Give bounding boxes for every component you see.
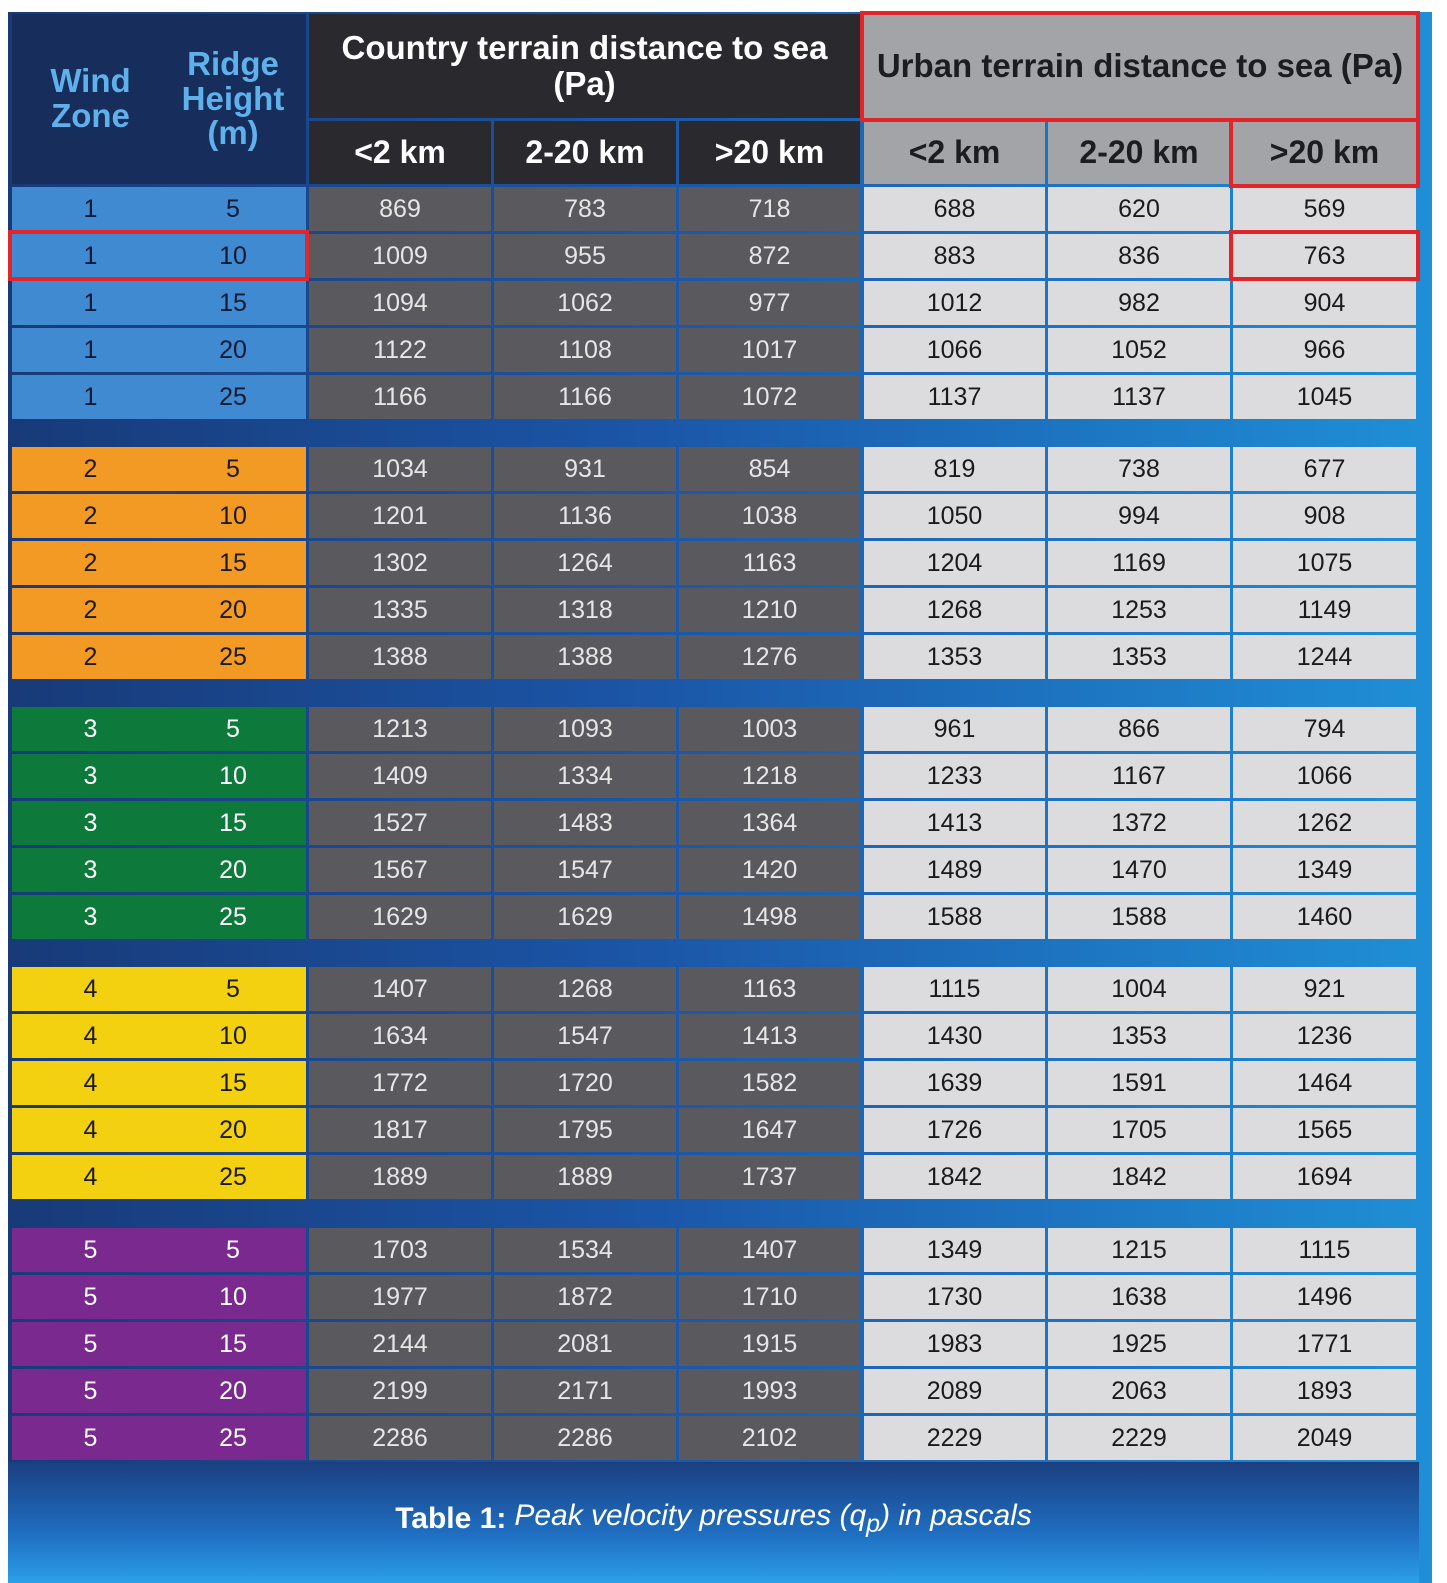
country-pressure-cell: 1889 — [494, 1155, 676, 1199]
wind-zone-cell: 1 — [12, 281, 169, 325]
urban-pressure-cell: 982 — [1048, 281, 1230, 325]
header-country-terrain: Country terrain distance to sea (Pa) — [309, 14, 860, 118]
country-pressure-cell: 718 — [679, 187, 860, 231]
country-pressure-cell: 1534 — [494, 1228, 676, 1272]
urban-pressure-cell: 2089 — [864, 1369, 1045, 1413]
header-country-distance: 2-20 km — [494, 121, 676, 184]
urban-pressure-cell: 1489 — [864, 848, 1045, 892]
header-urban-distance: >20 km — [1233, 121, 1416, 184]
country-pressure-cell: 1108 — [494, 328, 676, 372]
country-pressure-cell: 1413 — [679, 1014, 860, 1058]
country-pressure-cell: 1634 — [309, 1014, 491, 1058]
country-pressure-cell: 1498 — [679, 895, 860, 939]
urban-pressure-cell: 1460 — [1233, 895, 1416, 939]
urban-pressure-cell: 1233 — [864, 754, 1045, 798]
urban-pressure-cell: 1353 — [1048, 635, 1230, 679]
country-pressure-cell: 1318 — [494, 588, 676, 632]
ridge-height-cell: 25 — [160, 375, 306, 419]
header-urban-distance: 2-20 km — [1048, 121, 1230, 184]
urban-pressure-cell: 1012 — [864, 281, 1045, 325]
country-pressure-cell: 1483 — [494, 801, 676, 845]
urban-pressure-cell: 1204 — [864, 541, 1045, 585]
country-pressure-cell: 1062 — [494, 281, 676, 325]
urban-pressure-cell: 1639 — [864, 1061, 1045, 1105]
caption-text-before: Peak velocity pressures (q — [514, 1499, 867, 1532]
wind-zone-cell: 3 — [12, 895, 169, 939]
country-pressure-cell: 1334 — [494, 754, 676, 798]
urban-pressure-cell: 1565 — [1233, 1108, 1416, 1152]
wind-zone-cell: 4 — [12, 967, 169, 1011]
urban-pressure-cell: 1893 — [1233, 1369, 1416, 1413]
wind-zone-cell: 2 — [12, 494, 169, 538]
urban-pressure-cell: 1771 — [1233, 1322, 1416, 1366]
caption-label: Table 1: — [395, 1502, 507, 1535]
urban-pressure-cell: 1004 — [1048, 967, 1230, 1011]
country-pressure-cell: 1977 — [309, 1275, 491, 1319]
header-ridge-height: Ridge Height (m) — [160, 14, 306, 184]
country-pressure-cell: 1407 — [309, 967, 491, 1011]
country-pressure-cell: 1993 — [679, 1369, 860, 1413]
ridge-height-cell: 10 — [160, 1014, 306, 1058]
country-pressure-cell: 1268 — [494, 967, 676, 1011]
urban-pressure-cell: 1353 — [1048, 1014, 1230, 1058]
urban-pressure-cell: 1349 — [1233, 848, 1416, 892]
urban-pressure-cell: 836 — [1048, 234, 1230, 278]
urban-pressure-cell: 738 — [1048, 447, 1230, 491]
country-pressure-cell: 1163 — [679, 541, 860, 585]
urban-pressure-cell: 1705 — [1048, 1108, 1230, 1152]
wind-zone-cell: 3 — [12, 707, 169, 751]
caption-text-after: ) in pascals — [880, 1499, 1032, 1532]
country-pressure-cell: 1210 — [679, 588, 860, 632]
country-pressure-cell: 2286 — [309, 1416, 491, 1460]
country-pressure-cell: 1547 — [494, 1014, 676, 1058]
country-pressure-cell: 1420 — [679, 848, 860, 892]
country-pressure-cell: 1201 — [309, 494, 491, 538]
ridge-height-cell: 10 — [160, 754, 306, 798]
country-pressure-cell: 1772 — [309, 1061, 491, 1105]
country-pressure-cell: 1335 — [309, 588, 491, 632]
urban-pressure-cell: 1045 — [1233, 375, 1416, 419]
urban-pressure-cell: 620 — [1048, 187, 1230, 231]
urban-pressure-cell: 1983 — [864, 1322, 1045, 1366]
country-pressure-cell: 1409 — [309, 754, 491, 798]
ridge-height-cell: 5 — [160, 967, 306, 1011]
country-pressure-cell: 872 — [679, 234, 860, 278]
country-pressure-cell: 854 — [679, 447, 860, 491]
country-pressure-cell: 1527 — [309, 801, 491, 845]
urban-pressure-cell: 1591 — [1048, 1061, 1230, 1105]
urban-pressure-cell: 1244 — [1233, 635, 1416, 679]
urban-pressure-cell: 1215 — [1048, 1228, 1230, 1272]
country-pressure-cell: 1629 — [309, 895, 491, 939]
urban-pressure-cell: 904 — [1233, 281, 1416, 325]
country-pressure-cell: 1136 — [494, 494, 676, 538]
country-pressure-cell: 1703 — [309, 1228, 491, 1272]
urban-pressure-cell: 1236 — [1233, 1014, 1416, 1058]
urban-pressure-cell: 1137 — [1048, 375, 1230, 419]
ridge-height-cell: 5 — [160, 187, 306, 231]
urban-pressure-cell: 763 — [1233, 234, 1416, 278]
country-pressure-cell: 1122 — [309, 328, 491, 372]
urban-pressure-cell: 1115 — [1233, 1228, 1416, 1272]
country-pressure-cell: 1388 — [309, 635, 491, 679]
country-pressure-cell: 1166 — [309, 375, 491, 419]
country-pressure-cell: 931 — [494, 447, 676, 491]
country-pressure-cell: 1889 — [309, 1155, 491, 1199]
urban-pressure-cell: 1137 — [864, 375, 1045, 419]
country-pressure-cell: 1817 — [309, 1108, 491, 1152]
urban-pressure-cell: 1349 — [864, 1228, 1045, 1272]
header-urban-distance: <2 km — [864, 121, 1045, 184]
header-country-distance: <2 km — [309, 121, 491, 184]
country-pressure-cell: 1009 — [309, 234, 491, 278]
ridge-height-cell: 25 — [160, 1416, 306, 1460]
ridge-height-cell: 20 — [160, 588, 306, 632]
urban-pressure-cell: 1066 — [1233, 754, 1416, 798]
country-pressure-cell: 1647 — [679, 1108, 860, 1152]
ridge-height-cell: 25 — [160, 895, 306, 939]
country-pressure-cell: 783 — [494, 187, 676, 231]
country-pressure-cell: 2144 — [309, 1322, 491, 1366]
urban-pressure-cell: 961 — [864, 707, 1045, 751]
urban-pressure-cell: 1694 — [1233, 1155, 1416, 1199]
header-urban-terrain: Urban terrain distance to sea (Pa) — [864, 14, 1416, 118]
urban-pressure-cell: 819 — [864, 447, 1045, 491]
wind-zone-cell: 4 — [12, 1061, 169, 1105]
country-pressure-cell: 1720 — [494, 1061, 676, 1105]
country-pressure-cell: 1276 — [679, 635, 860, 679]
ridge-height-cell: 20 — [160, 1369, 306, 1413]
table-caption — [0, 1497, 1427, 1541]
urban-pressure-cell: 866 — [1048, 707, 1230, 751]
country-pressure-cell: 1364 — [679, 801, 860, 845]
wind-zone-cell: 5 — [12, 1228, 169, 1272]
urban-pressure-cell: 1464 — [1233, 1061, 1416, 1105]
urban-pressure-cell: 1167 — [1048, 754, 1230, 798]
urban-pressure-cell: 1066 — [864, 328, 1045, 372]
country-pressure-cell: 1567 — [309, 848, 491, 892]
wind-zone-cell: 5 — [12, 1275, 169, 1319]
wind-zone-cell: 3 — [12, 848, 169, 892]
urban-pressure-cell: 1842 — [1048, 1155, 1230, 1199]
country-pressure-cell: 1038 — [679, 494, 860, 538]
country-pressure-cell: 1264 — [494, 541, 676, 585]
wind-zone-cell: 4 — [12, 1155, 169, 1199]
wind-zone-cell: 1 — [12, 234, 169, 278]
country-pressure-cell: 1388 — [494, 635, 676, 679]
ridge-height-cell: 5 — [160, 707, 306, 751]
urban-pressure-cell: 1588 — [864, 895, 1045, 939]
country-pressure-cell: 1093 — [494, 707, 676, 751]
urban-pressure-cell: 883 — [864, 234, 1045, 278]
urban-pressure-cell: 1413 — [864, 801, 1045, 845]
ridge-height-cell: 20 — [160, 328, 306, 372]
urban-pressure-cell: 569 — [1233, 187, 1416, 231]
wind-zone-cell: 3 — [12, 801, 169, 845]
country-pressure-cell: 1163 — [679, 967, 860, 1011]
urban-pressure-cell: 1075 — [1233, 541, 1416, 585]
urban-pressure-cell: 688 — [864, 187, 1045, 231]
urban-pressure-cell: 2049 — [1233, 1416, 1416, 1460]
urban-pressure-cell: 1925 — [1048, 1322, 1230, 1366]
country-pressure-cell: 1872 — [494, 1275, 676, 1319]
wind-zone-cell: 5 — [12, 1416, 169, 1460]
ridge-height-cell: 5 — [160, 447, 306, 491]
wind-zone-cell: 5 — [12, 1369, 169, 1413]
urban-pressure-cell: 1262 — [1233, 801, 1416, 845]
urban-pressure-cell: 1268 — [864, 588, 1045, 632]
wind-zone-cell: 2 — [12, 447, 169, 491]
ridge-height-cell: 20 — [160, 848, 306, 892]
urban-pressure-cell: 2229 — [864, 1416, 1045, 1460]
urban-pressure-cell: 994 — [1048, 494, 1230, 538]
ridge-height-cell: 25 — [160, 1155, 306, 1199]
country-pressure-cell: 2102 — [679, 1416, 860, 1460]
wind-zone-cell: 5 — [12, 1322, 169, 1366]
urban-pressure-cell: 1470 — [1048, 848, 1230, 892]
urban-pressure-cell: 1253 — [1048, 588, 1230, 632]
urban-pressure-cell: 1588 — [1048, 895, 1230, 939]
urban-pressure-cell: 1842 — [864, 1155, 1045, 1199]
urban-pressure-cell: 2229 — [1048, 1416, 1230, 1460]
wind-zone-cell: 2 — [12, 541, 169, 585]
country-pressure-cell: 1003 — [679, 707, 860, 751]
urban-pressure-cell: 1050 — [864, 494, 1045, 538]
urban-pressure-cell: 677 — [1233, 447, 1416, 491]
urban-pressure-cell: 1726 — [864, 1108, 1045, 1152]
ridge-height-cell: 15 — [160, 1061, 306, 1105]
urban-pressure-cell: 1115 — [864, 967, 1045, 1011]
country-pressure-cell: 955 — [494, 234, 676, 278]
urban-pressure-cell: 1496 — [1233, 1275, 1416, 1319]
country-pressure-cell: 1915 — [679, 1322, 860, 1366]
country-pressure-cell: 2286 — [494, 1416, 676, 1460]
header-country-distance: >20 km — [679, 121, 860, 184]
urban-pressure-cell: 1353 — [864, 635, 1045, 679]
urban-pressure-cell: 1430 — [864, 1014, 1045, 1058]
country-pressure-cell: 2199 — [309, 1369, 491, 1413]
wind-zone-cell: 2 — [12, 635, 169, 679]
urban-pressure-cell: 2063 — [1048, 1369, 1230, 1413]
urban-pressure-cell: 1169 — [1048, 541, 1230, 585]
country-pressure-cell: 977 — [679, 281, 860, 325]
country-pressure-cell: 1302 — [309, 541, 491, 585]
country-pressure-cell: 1629 — [494, 895, 676, 939]
country-pressure-cell: 1034 — [309, 447, 491, 491]
urban-pressure-cell: 1149 — [1233, 588, 1416, 632]
ridge-height-cell: 10 — [160, 494, 306, 538]
ridge-height-cell: 15 — [160, 1322, 306, 1366]
wind-zone-cell: 4 — [12, 1014, 169, 1058]
urban-pressure-cell: 1638 — [1048, 1275, 1230, 1319]
urban-pressure-cell: 1052 — [1048, 328, 1230, 372]
caption-text — [514, 1499, 1031, 1539]
country-pressure-cell: 1218 — [679, 754, 860, 798]
country-pressure-cell: 869 — [309, 187, 491, 231]
header-wind-zone: Wind Zone — [12, 14, 169, 184]
country-pressure-cell: 1166 — [494, 375, 676, 419]
caption-subscript: p — [866, 1510, 881, 1538]
ridge-height-cell: 25 — [160, 635, 306, 679]
urban-pressure-cell: 1372 — [1048, 801, 1230, 845]
country-pressure-cell: 1582 — [679, 1061, 860, 1105]
ridge-height-cell: 10 — [160, 234, 306, 278]
ridge-height-cell: 15 — [160, 281, 306, 325]
ridge-height-cell: 15 — [160, 541, 306, 585]
country-pressure-cell: 2081 — [494, 1322, 676, 1366]
ridge-height-cell: 20 — [160, 1108, 306, 1152]
wind-zone-cell: 3 — [12, 754, 169, 798]
wind-zone-cell: 1 — [12, 328, 169, 372]
wind-zone-cell: 1 — [12, 187, 169, 231]
urban-pressure-cell: 921 — [1233, 967, 1416, 1011]
wind-zone-cell: 4 — [12, 1108, 169, 1152]
urban-pressure-cell: 1730 — [864, 1275, 1045, 1319]
urban-pressure-cell: 908 — [1233, 494, 1416, 538]
country-pressure-cell: 1213 — [309, 707, 491, 751]
country-pressure-cell: 2171 — [494, 1369, 676, 1413]
ridge-height-cell: 15 — [160, 801, 306, 845]
country-pressure-cell: 1710 — [679, 1275, 860, 1319]
wind-zone-cell: 1 — [12, 375, 169, 419]
country-pressure-cell: 1547 — [494, 848, 676, 892]
wind-zone-cell: 2 — [12, 588, 169, 632]
ridge-height-cell: 5 — [160, 1228, 306, 1272]
ridge-height-cell: 10 — [160, 1275, 306, 1319]
country-pressure-cell: 1072 — [679, 375, 860, 419]
country-pressure-cell: 1094 — [309, 281, 491, 325]
country-pressure-cell: 1407 — [679, 1228, 860, 1272]
urban-pressure-cell: 794 — [1233, 707, 1416, 751]
country-pressure-cell: 1737 — [679, 1155, 860, 1199]
urban-pressure-cell: 966 — [1233, 328, 1416, 372]
country-pressure-cell: 1795 — [494, 1108, 676, 1152]
country-pressure-cell: 1017 — [679, 328, 860, 372]
